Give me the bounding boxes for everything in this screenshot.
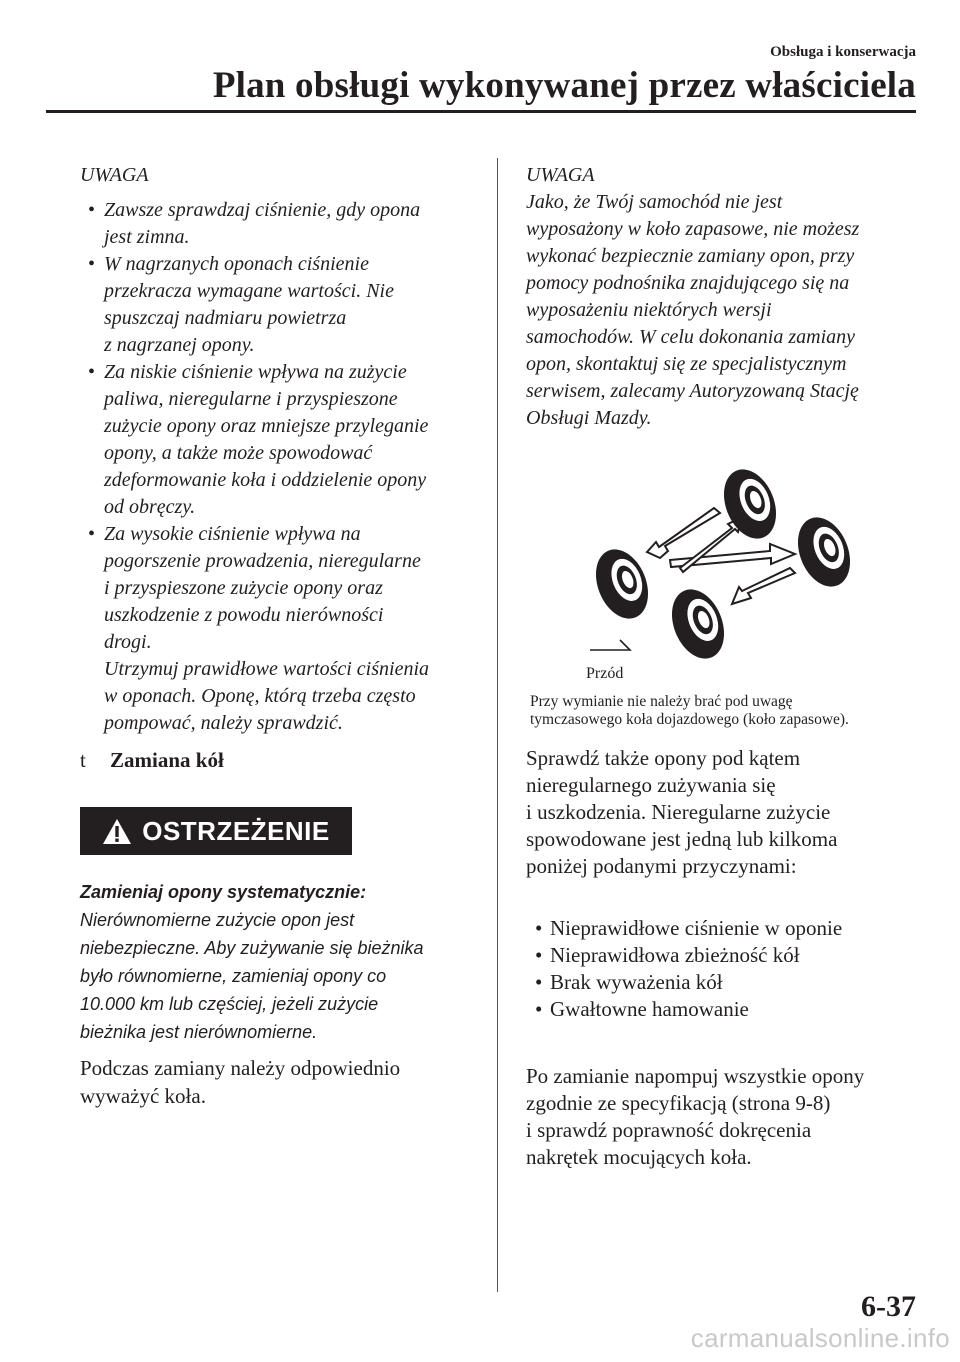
- front-arrow-icon: [590, 640, 630, 650]
- note-line: pompować, należy sprawdzić.: [104, 712, 343, 734]
- note-line: z nagrzanej opony.: [104, 334, 255, 356]
- note-line: opon, skontaktuj się ze specjalistycznym: [526, 353, 847, 375]
- paragraph-line: i uszkodzenia. Nieregularne zużycie: [526, 800, 831, 824]
- section-heading: [80, 748, 224, 773]
- list-item: [530, 942, 842, 969]
- bullet-icon: •: [88, 523, 96, 545]
- paragraph-line: zgodnie ze specyfikacją (strona 9-8): [526, 1091, 831, 1115]
- warning-line: Nierównomierne zużycie opon jest: [80, 910, 355, 930]
- header-divider: [46, 110, 916, 113]
- page-number: 6-37: [861, 1290, 916, 1323]
- note-line: pogorszenie prowadzenia, nieregularne: [104, 550, 421, 572]
- note-line: wyposażeniu niektórych wersji: [526, 299, 772, 321]
- warning-line: bieżnika jest nierównomierne.: [80, 1022, 318, 1042]
- note-item: [80, 251, 480, 359]
- note-line: w oponach. Oponę, którą trzeba często: [104, 685, 416, 707]
- tire-rear-right: [788, 510, 859, 595]
- list-item: [530, 969, 842, 996]
- warning-label: OSTRZEŻENIE: [142, 815, 330, 846]
- warning-badge: [80, 807, 352, 855]
- bullet-icon: •: [88, 199, 96, 221]
- note-line: Utrzymuj prawidłowe wartości ciśnienia: [104, 658, 429, 680]
- paragraph-line: spowodowane jest jedną lub kilkoma: [526, 827, 838, 851]
- note-line: przekracza wymagane wartości. Nie: [104, 280, 394, 302]
- bullet-icon: •: [88, 361, 96, 383]
- paragraph-line: nieregularnego zużywania się: [526, 773, 776, 797]
- note-line: wykonać bezpiecznie zamiany opon, przy: [526, 245, 855, 267]
- list-item-text: Brak wyważenia kół: [550, 970, 723, 994]
- warning-line: 10.000 km lub częściej, jeżeli zużycie: [80, 994, 379, 1014]
- causes-list: [530, 915, 842, 1023]
- note-line: wyposażony w koło zapasowe, nie możesz: [526, 218, 860, 240]
- paragraph-line: wyważyć koła.: [80, 1084, 206, 1108]
- note-line: Za wysokie ciśnienie wpływa na: [104, 523, 361, 545]
- note-line: W nagrzanych oponach ciśnienie: [104, 253, 369, 275]
- note-line: uszkodzenie z powodu nierówności: [104, 604, 384, 626]
- wear-paragraph: [526, 745, 926, 880]
- note-line: zdeformowanie koła i oddzielenie opony: [104, 469, 427, 491]
- paragraph-line: poniżej podanymi przyczynami:: [526, 854, 797, 878]
- list-item-text: Nieprawidłowa zbieżność kół: [550, 943, 800, 967]
- note-line: i przyspieszone zużycie opony oraz: [104, 577, 383, 599]
- right-note: [526, 162, 926, 432]
- paragraph-line: Po zamianie napompuj wszystkie opony: [526, 1064, 865, 1088]
- left-note: [80, 162, 480, 737]
- balance-paragraph: [80, 1054, 480, 1110]
- tire-front-right: [662, 582, 733, 667]
- note-line: Obsługi Mazdy.: [526, 407, 652, 429]
- paragraph-line: Podczas zamiany należy odpowiednio: [80, 1056, 401, 1080]
- column-divider: [497, 158, 498, 1292]
- note-heading: UWAGA: [526, 164, 595, 186]
- watermark: carmanualsonline.info: [690, 1323, 950, 1353]
- diagram-front-label: Przód: [586, 665, 624, 682]
- bullet-icon: •: [535, 943, 543, 967]
- bullet-icon: •: [535, 916, 543, 940]
- warning-line: było równomierne, zamieniaj opony co: [80, 966, 387, 986]
- page-title: Plan obsługi wykonywanej przez właściciela: [212, 65, 916, 106]
- note-line: paliwa, nieregularne i przyspieszone: [104, 388, 398, 410]
- after-rotation-paragraph: [526, 1063, 926, 1171]
- section-name: Obsługa i konserwacja: [770, 44, 916, 60]
- note-line: drogi.: [104, 631, 152, 653]
- note-item: [80, 359, 480, 521]
- paragraph-line: Sprawdź także opony pod kątem: [526, 746, 801, 770]
- note-line: Jako, że Twój samochód nie jest: [526, 191, 783, 213]
- note-line: opony, a także może spowodować: [104, 442, 373, 464]
- warning-triangle-icon: [102, 818, 132, 845]
- note-line: spuszczaj nadmiaru powietrza: [104, 307, 347, 329]
- list-item: [530, 915, 842, 942]
- arrow-front-right: [732, 568, 795, 604]
- list-item-text: Nieprawidłowe ciśnienie w oponie: [550, 916, 843, 940]
- note-line: zużycie opony oraz mniejsze przyleganie: [104, 415, 429, 437]
- warning-title: Zamieniaj opony systematycznie:: [80, 882, 367, 902]
- note-heading: UWAGA: [80, 164, 149, 186]
- diagram-caption: [530, 693, 930, 729]
- list-item-text: Gwałtowne hamowanie: [550, 997, 749, 1021]
- note-list: [80, 197, 480, 737]
- caption-line: tymczasowego koła dojazdowego (koło zapasowe).: [530, 711, 849, 728]
- note-item: [80, 521, 480, 737]
- bullet-icon: •: [88, 253, 96, 275]
- note-item: [80, 197, 480, 251]
- caption-line: Przy wymianie nie należy brać pod uwagę: [530, 693, 793, 710]
- note-line: serwisem, zalecamy Autoryzowaną Stację: [526, 380, 859, 402]
- tire-rotation-diagram: [570, 468, 870, 688]
- note-line: pomocy podnośnika znajdującego się na: [526, 272, 850, 294]
- tire-front-left: [586, 542, 657, 627]
- bullet-icon: •: [535, 997, 543, 1021]
- bullet-icon: •: [535, 970, 543, 994]
- section-marker-icon: t: [80, 748, 86, 772]
- warning-body: [80, 878, 500, 1046]
- note-line: jest zimna.: [104, 226, 190, 248]
- paragraph-line: nakrętek mocujących koła.: [526, 1145, 752, 1169]
- section-heading-text: Zamiana kół: [110, 748, 224, 772]
- note-line: samochodów. W celu dokonania zamiany: [526, 326, 856, 348]
- paragraph-line: i sprawdź poprawność dokręcenia: [526, 1118, 812, 1142]
- note-line: Zawsze sprawdzaj ciśnienie, gdy opona: [104, 199, 421, 221]
- list-item: [530, 996, 842, 1023]
- note-line: Za niskie ciśnienie wpływa na zużycie: [104, 361, 407, 383]
- warning-line: niebezpieczne. Aby zużywanie się bieżnika: [80, 938, 424, 958]
- note-line: od obręczy.: [104, 496, 196, 518]
